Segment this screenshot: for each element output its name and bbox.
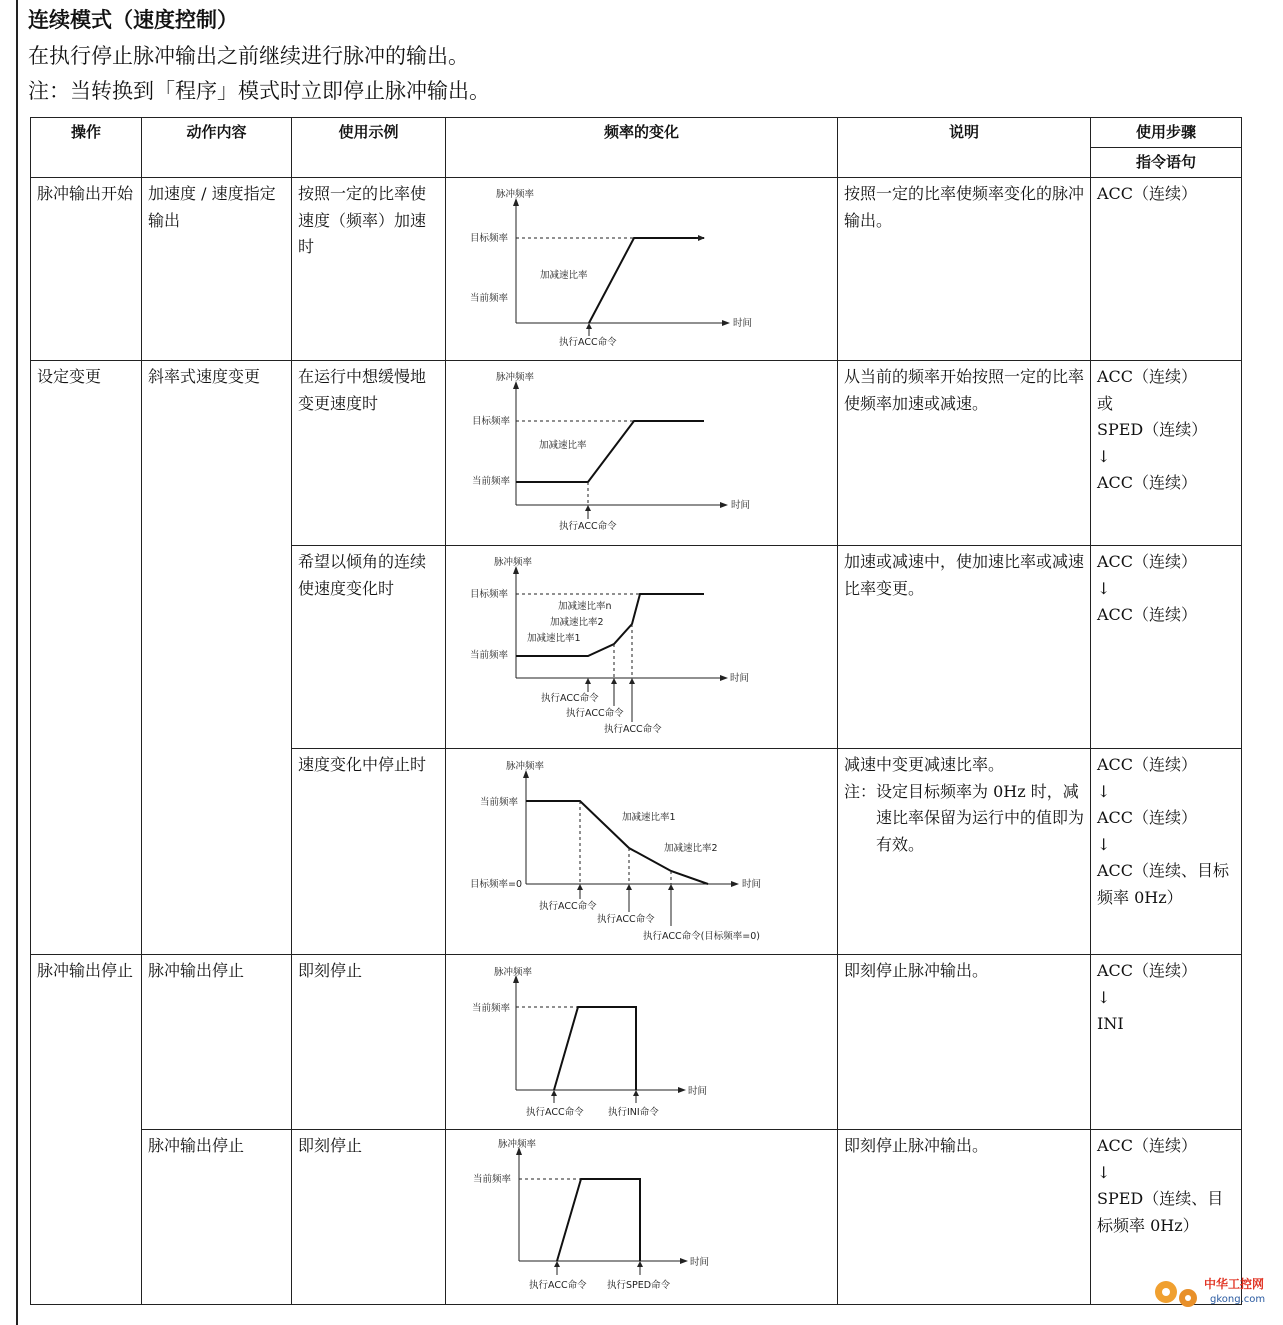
d3-axis-x: 时间 <box>730 673 750 684</box>
r2-action: 斜率式速度变更 <box>148 367 261 386</box>
d1-ratio: 加减速比率 <box>540 270 588 281</box>
d2-exec-acc: 执行ACC命令 <box>559 521 617 532</box>
r1-desc: 按照一定的比率使频率变化的脉冲输出。 <box>844 184 1085 230</box>
d2-axis-x: 时间 <box>731 500 751 511</box>
svg-text:gkong.com: gkong.com <box>1210 1294 1266 1305</box>
r4-cmd-2: ACC（连续） <box>1097 808 1198 827</box>
col-header-freq: 频率的变化 <box>446 118 838 178</box>
d4-current: 当前频率 <box>480 797 519 808</box>
r5-cmd-1: ↓ <box>1097 987 1111 1007</box>
d3-exec-acc-2: 执行ACC命令 <box>566 708 624 719</box>
r3-example: 希望以倾角的连续使速度变化时 <box>298 552 427 598</box>
d1-target: 目标频率 <box>470 233 509 244</box>
d4-axis-y: 脉冲频率 <box>506 761 545 772</box>
r1-cmd-0: ACC（连续） <box>1097 184 1198 203</box>
r1-op: 脉冲输出开始 <box>37 184 134 203</box>
gkong-logo <box>1148 1268 1278 1318</box>
r5-example: 即刻停止 <box>298 961 363 980</box>
r1-action: 加速度 / 速度指定输出 <box>148 184 276 230</box>
continuous-mode-table <box>30 117 1242 1305</box>
r2-example: 在运行中想缓慢地变更速度时 <box>298 367 427 413</box>
r5-action: 脉冲输出停止 <box>148 961 245 980</box>
note-text: 注：当转换到「程序」模式时立即停止脉冲输出。 <box>28 79 490 103</box>
r5-freq-diagram <box>446 955 836 1127</box>
r2-cmd-2: SPED（连续） <box>1097 420 1208 439</box>
r1-freq-diagram <box>446 178 836 358</box>
r2-cmd-0: ACC（连续） <box>1097 367 1198 386</box>
d3-exec-acc-1: 执行ACC命令 <box>541 693 599 704</box>
d4-ratio-1: 加减速比率1 <box>622 812 676 823</box>
d6-current: 当前频率 <box>473 1174 512 1185</box>
r6-action: 脉冲输出停止 <box>148 1136 245 1155</box>
r5-desc: 即刻停止脉冲输出。 <box>844 961 989 980</box>
d5-exec-ini: 执行INI命令 <box>608 1107 659 1118</box>
r2-op: 设定变更 <box>37 367 102 386</box>
r4-freq-diagram <box>446 749 836 952</box>
r5-cmd-0: ACC（连续） <box>1097 961 1198 980</box>
d3-ratio-n: 加减速比率n <box>558 601 612 612</box>
r5-op: 脉冲输出停止 <box>37 961 134 980</box>
r1-example: 按照一定的比率使速度（频率）加速时 <box>298 184 427 256</box>
d3-target: 目标频率 <box>470 589 509 600</box>
d2-target: 目标频率 <box>472 416 511 427</box>
d1-axis-x: 时间 <box>733 318 753 329</box>
d5-axis-y: 脉冲频率 <box>494 967 533 978</box>
col-header-action: 动作内容 <box>142 118 292 178</box>
d4-exec-acc-1: 执行ACC命令 <box>539 901 597 912</box>
r2-cmd-1: 或 <box>1097 393 1114 413</box>
col-header-op: 操作 <box>31 118 142 178</box>
col-header-steps: 使用步骤 <box>1091 118 1242 148</box>
d5-current: 当前频率 <box>472 1003 511 1014</box>
r4-desc-note: 注：设定目标频率为 0Hz 时，减速比率保留为运行中的值即为有效。 <box>844 781 1085 854</box>
d6-exec-sped: 执行SPED命令 <box>607 1280 671 1291</box>
r6-freq-diagram <box>446 1130 836 1302</box>
r6-cmd-2: SPED（连续、目标频率 0Hz） <box>1097 1189 1224 1235</box>
r2-cmd-3: ↓ <box>1097 446 1111 466</box>
r3-cmd-2: ACC（连续） <box>1097 605 1198 624</box>
r6-desc: 即刻停止脉冲输出。 <box>844 1136 989 1155</box>
d4-exec-acc-2: 执行ACC命令 <box>597 914 655 925</box>
page-left-border <box>16 0 18 1325</box>
svg-text:中华工控网: 中华工控网 <box>1204 1277 1265 1291</box>
r4-cmd-4: ACC（连续、目标频率 0Hz） <box>1097 861 1230 907</box>
d5-axis-x: 时间 <box>688 1086 708 1097</box>
r5-cmd-2: INI <box>1097 1014 1124 1033</box>
col-header-desc: 说明 <box>838 118 1091 178</box>
d2-ratio: 加减速比率 <box>539 440 587 451</box>
r4-cmd-1: ↓ <box>1097 781 1111 801</box>
r6-cmd-1: ↓ <box>1097 1162 1111 1182</box>
r2-freq-diagram <box>446 361 836 543</box>
page-title: 连续模式（速度控制） <box>28 8 238 32</box>
d2-axis-y: 脉冲频率 <box>496 372 535 383</box>
d2-current: 当前频率 <box>472 476 511 487</box>
d3-current: 当前频率 <box>470 650 509 661</box>
d4-ratio-2: 加减速比率2 <box>664 843 718 854</box>
r4-desc: 减速中变更减速比率。 <box>844 755 1005 774</box>
d6-exec-acc: 执行ACC命令 <box>529 1280 587 1291</box>
d3-axis-y: 脉冲频率 <box>494 557 533 568</box>
d6-axis-y: 脉冲频率 <box>498 1139 537 1150</box>
d6-axis-x: 时间 <box>690 1257 710 1268</box>
r3-desc: 加速或减速中，使加速比率或减速比率变更。 <box>844 552 1085 598</box>
d3-ratio-2: 加减速比率2 <box>550 617 604 628</box>
r3-freq-diagram <box>446 546 836 746</box>
d3-ratio-1: 加减速比率1 <box>527 633 581 644</box>
d1-axis-y: 脉冲频率 <box>496 189 535 200</box>
d4-axis-x: 时间 <box>742 879 762 890</box>
r3-cmd-0: ACC（连续） <box>1097 552 1198 571</box>
d1-current: 当前频率 <box>470 293 509 304</box>
r6-example: 即刻停止 <box>298 1136 363 1155</box>
intro-text: 在执行停止脉冲输出之前继续进行脉冲的输出。 <box>28 44 469 68</box>
col-header-cmd: 指令语句 <box>1091 148 1242 178</box>
col-header-example: 使用示例 <box>292 118 446 178</box>
r3-cmd-1: ↓ <box>1097 578 1111 598</box>
r4-example: 速度变化中停止时 <box>298 755 427 774</box>
r2-desc: 从当前的频率开始按照一定的比率使频率加速或减速。 <box>844 367 1085 413</box>
r6-cmd-0: ACC（连续） <box>1097 1136 1198 1155</box>
r4-cmd-0: ACC（连续） <box>1097 755 1198 774</box>
d4-exec-acc-target0: 执行ACC命令(目标频率=0) <box>643 931 761 942</box>
r2-cmd-4: ACC（连续） <box>1097 473 1198 492</box>
d5-exec-acc: 执行ACC命令 <box>526 1107 584 1118</box>
d4-target0: 目标频率=0 <box>470 879 523 890</box>
d3-exec-acc-3: 执行ACC命令 <box>604 724 662 735</box>
r4-cmd-3: ↓ <box>1097 834 1111 854</box>
d1-exec-acc: 执行ACC命令 <box>559 337 617 348</box>
